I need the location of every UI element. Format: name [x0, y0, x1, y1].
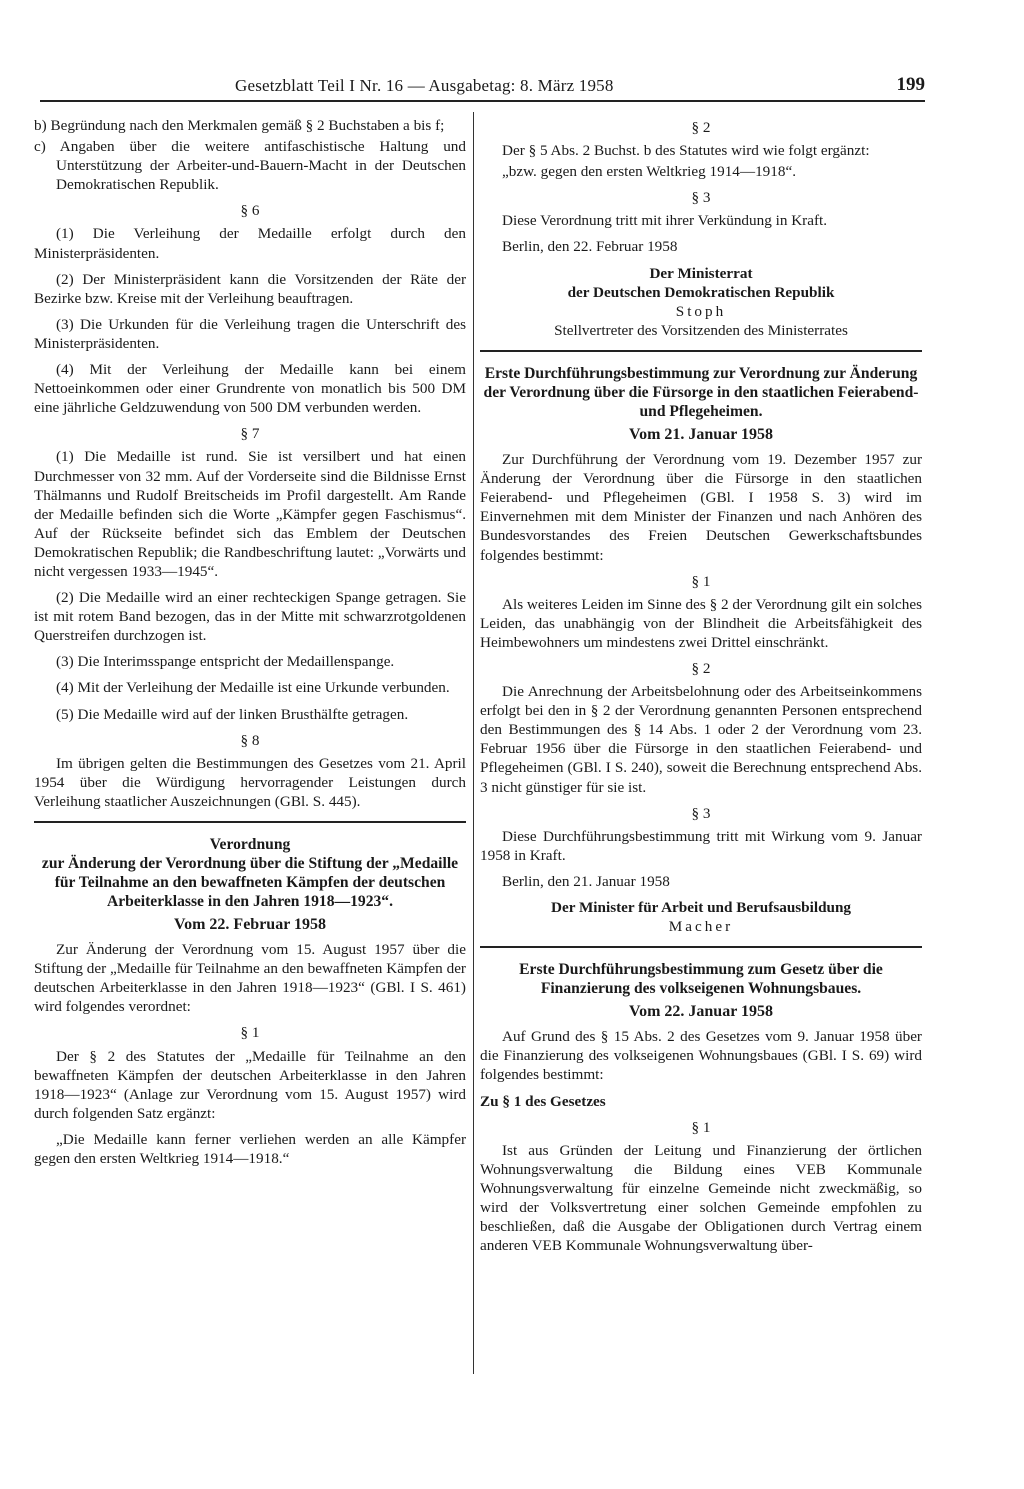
section-heading: § 3: [691, 804, 711, 822]
paragraph: Als weiteres Leiden im Sinne des § 2 der Verordnung gilt ein solches Leiden, das unabhängig von der Blindheit die Arbeitsfähigkeit des Heimbewohners um mindestens zwei Drittel einschränkt.: [480, 595, 922, 651]
section-heading: § 2: [691, 659, 711, 677]
signatory-body: Der Ministerrat: [649, 264, 753, 282]
paragraph: (2) Der Ministerpräsident kann die Vorsitzenden der Räte der Bezirke bzw. Kreise mit der Verleihung beauftragen.: [34, 270, 466, 307]
signatory-name: Stoph: [675, 302, 727, 320]
paragraph: Ist aus Gründen der Leitung und Finanzierung der örtlichen Wohnungsverwaltung die Bildung eines VEB Kommunale Wohnungsverwaltung für einzelne Gemeinde nicht zweckmäßig, so wird der Volksvertretung einer solchen Gemeinde empfohlen zu beschließen, daß die Ausgabe der Obligationen durch Vertrag einem anderen VEB Kommunale Wohnungsverwaltung über-: [480, 1141, 922, 1255]
quoted-text: „Die Medaille kann ferner verliehen werden an alle Kämpfer gegen den ersten Weltkrieg 1914—1918.“: [34, 1130, 466, 1168]
section-heading: § 3: [691, 189, 711, 207]
paragraph: (3) Die Urkunden für die Verleihung tragen die Unterschrift des Ministerpräsidenten.: [34, 315, 466, 352]
section-rule: [480, 350, 922, 352]
signatory-role: Stellvertreter des Vorsitzenden des Ministerrates: [554, 321, 848, 339]
signatory-name: Macher: [668, 918, 734, 936]
header-title: Gesetzblatt Teil I Nr. 16 — Ausgabetag: 8. März 1958: [235, 76, 614, 95]
decree-subtitle: zur Änderung der Verordnung über die Stiftung der „Medaille für Teilnahme an den bewaffneten Kämpfen der deutschen Arbeiterklasse in den Jahren 1918—1923“.: [41, 855, 459, 910]
paragraph: Der § 5 Abs. 2 Buchst. b des Statutes wird wie folgt ergänzt:: [502, 142, 870, 160]
section-rule: [480, 946, 922, 948]
paragraph: Diese Verordnung tritt mit ihrer Verkündung in Kraft.: [502, 212, 828, 230]
section-heading: § 1: [691, 1118, 711, 1136]
section-heading: § 7: [240, 425, 260, 443]
regulation-title: Erste Durchführungsbestimmung zum Gesetz über die Finanzierung des volkseigenen Wohnungsbaues.: [519, 961, 883, 998]
section-heading: § 1: [691, 572, 711, 590]
paragraph: Zur Durchführung der Verordnung vom 19. Dezember 1957 zur Änderung der Verordnung über die Fürsorge in den staatlichen Feierabend- und Pflegeheimen (GBl. I 1958 S. 3) wird im Einvernehmen mit dem Minister der Finanzen und nach Anhören des Bundesvorstandes des Freien Deutschen Gewerkschaftsbundes folgendes bestimmt:: [480, 451, 922, 564]
left-column: [34, 116, 466, 1175]
paragraph: Zur Änderung der Verordnung vom 15. August 1957 über die Stiftung der „Medaille für Teilnahme an den bewaffneten Kämpfen der deutschen Arbeiterklasse in den Jahren 1918—1923“ (GBl. I S. 461) wird folgendes verordnet:: [34, 941, 466, 1016]
paragraph: Auf Grund des § 15 Abs. 2 des Gesetzes vom 9. Januar 1958 über die Finanzierung des volkseigenen Wohnungsbaues (GBl. I S. 69) wird folgendes bestimmt:: [480, 1028, 922, 1084]
item-b: b) Begründung nach den Merkmalen gemäß § 2 Buchstaben a bis f;: [34, 117, 445, 134]
section-rule: [34, 821, 466, 823]
place-date: Berlin, den 21. Januar 1958: [502, 872, 670, 890]
page-header: [40, 72, 925, 102]
paragraph: (2) Die Medaille wird an einer rechteckigen Spange getragen. Sie ist mit rotem Band bezogen, das in der Mitte mit schwarzrotgoldenen Querstreifen durchzogen ist.: [34, 589, 466, 645]
regulation-title: Erste Durchführungsbestimmung zur Verordnung zur Änderung der Verordnung über die Fürsorge in den staatlichen Feierabend- und Pflegeheimen.: [483, 364, 919, 420]
paragraph: (4) Mit der Verleihung der Medaille kann bei einem Nettoeinkommen oder einer Grundrente von monatlich bis 500 DM eine jährliche Geldzuwendung von 500 DM verbunden werden.: [34, 361, 466, 417]
paragraph: (1) Die Verleihung der Medaille erfolgt durch den Ministerpräsidenten.: [34, 225, 466, 262]
item-c: c) Angaben über die weitere antifaschistische Haltung und Unterstützung der Arbeiter-und-Bauern-Macht in der Deutschen Demokratischen Republik.: [34, 138, 466, 194]
section-heading: § 6: [240, 202, 260, 220]
decree-date: Vom 22. Februar 1958: [174, 916, 326, 933]
signatory-body: Der Minister für Arbeit und Berufsausbildung: [551, 899, 851, 916]
signatory-body: der Deutschen Demokratischen Republik: [567, 283, 835, 301]
paragraph: (1) Die Medaille ist rund. Sie ist versilbert und hat einen Durchmesser von 32 mm. Auf der Vorderseite sind die Bildnisse Ernst Thälmanns und Rudolf Breitscheids im Profil dargestellt. Am Rande der Medaille befinden sich die Worte „Kämpfer gegen Faschismus“. Auf der Rückseite befindet sich das Emblem der Deutschen Demokratischen Republik; die Randbeschriftung lautet: „Vorwärts und nicht vergessen 1933—1945“.: [34, 448, 466, 580]
paragraph: (3) Die Interimsspange entspricht der Medaillenspange.: [56, 653, 395, 671]
section-heading: § 1: [240, 1024, 260, 1042]
paragraph: (5) Die Medaille wird auf der linken Brusthälfte getragen.: [56, 705, 409, 723]
right-column: [480, 116, 922, 1262]
paragraph: Diese Durchführungsbestimmung tritt mit Wirkung vom 9. Januar 1958 in Kraft.: [480, 827, 922, 864]
paragraph: Die Anrechnung der Arbeitsbelohnung oder des Arbeitseinkommens erfolgt bei den in § 2 der Verordnung genannten Personen entsprechend den Bestimmungen des § 14 Abs. 1 oder 2 der Verordnung vom 23. Februar 1956 über die Fürsorge in den staatlichen Feierabend- und Pflegeheimen (GBl. I S. 240), soweit die Berechnung entsprechend Abs. 3 nicht günstiger für sie ist.: [480, 683, 922, 796]
paragraph: Im übrigen gelten die Bestimmungen des Gesetzes vom 21. April 1954 über die Würdigung hervorragender Leistungen durch Verleihung staatlicher Auszeichnungen (GBl. S. 445).: [34, 754, 466, 810]
subsection-heading: Zu § 1 des Gesetzes: [480, 1092, 606, 1110]
quoted-text: „bzw. gegen den ersten Weltkrieg 1914—1918“.: [502, 163, 796, 181]
paragraph: Der § 2 des Statutes der „Medaille für Teilnahme an den bewaffneten Kämpfen der deutschen Arbeiterklasse in den Jahren 1918—1923“ (Anlage zur Verordnung vom 15. August 1957) wird durch folgenden Satz ergänzt:: [34, 1047, 466, 1122]
column-divider: [473, 112, 474, 1374]
paragraph: (4) Mit der Verleihung der Medaille ist eine Urkunde verbunden.: [56, 679, 450, 697]
place-date: Berlin, den 22. Februar 1958: [502, 238, 678, 256]
page-number: 199: [896, 74, 925, 95]
section-heading: § 8: [240, 731, 260, 749]
regulation-date: Vom 21. Januar 1958: [628, 425, 774, 443]
section-heading: § 2: [691, 119, 711, 136]
decree-title: Verordnung: [209, 836, 291, 853]
regulation-date: Vom 22. Januar 1958: [628, 1003, 774, 1021]
